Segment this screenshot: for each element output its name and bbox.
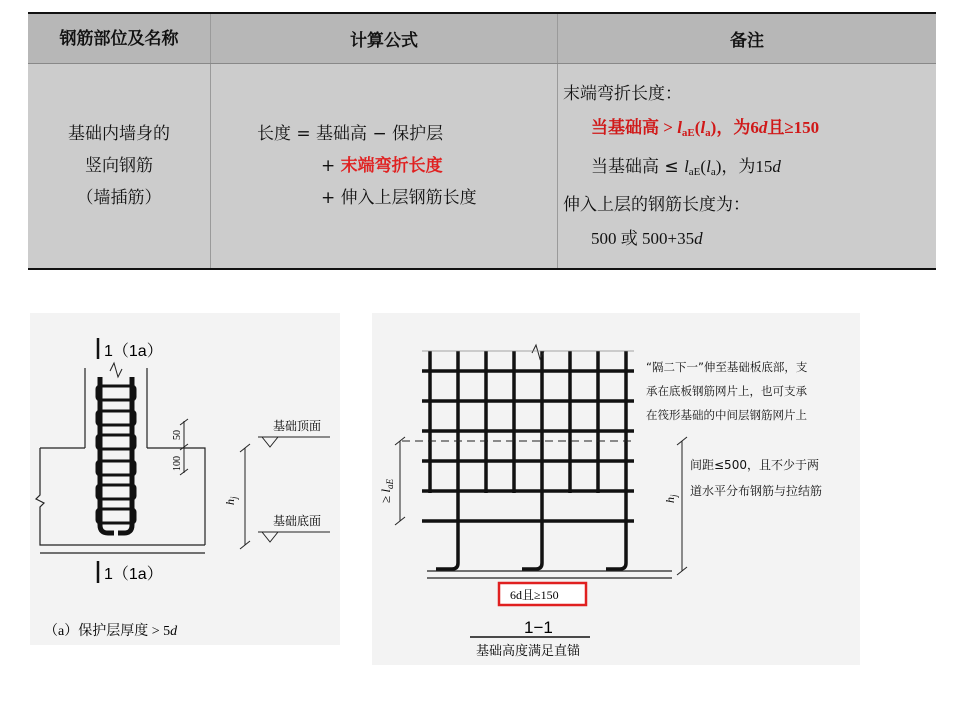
name-line: 基础内墙身的 xyxy=(68,124,170,144)
formula-red-term: 末端弯折长度 xyxy=(340,156,443,176)
left-section-drawing xyxy=(30,313,340,645)
label-foundation-bottom: 基础底面 xyxy=(273,514,322,528)
note-line5: 500 或 500+35d xyxy=(591,228,703,248)
formula-plus: + xyxy=(321,156,341,176)
cell-note xyxy=(558,64,937,270)
note-red-line: 当基础高 > $l_{aE}(l_a)$，为6d且≥150 xyxy=(591,117,820,139)
dim-lae: ≥ $l_{aE}$ xyxy=(378,479,395,503)
cell-name xyxy=(28,64,211,270)
highlight-label: 6d且≥150 xyxy=(510,588,559,602)
name-line: 竖向钢筋 xyxy=(85,156,153,176)
header-formula: 计算公式 xyxy=(211,13,558,64)
formula-line2 xyxy=(257,150,557,182)
label-foundation-top: 基础顶面 xyxy=(273,419,322,433)
formula-line3: + 伸入上层钢筋长度 xyxy=(321,188,477,208)
name-line: （墙插筋） xyxy=(76,188,162,208)
svg-text:间距≤500，且不少于两: 间距≤500，且不少于两 xyxy=(690,458,819,472)
svg-text:承在底板钢筋网片上，也可支承: 承在底板钢筋网片上，也可支承 xyxy=(646,384,807,398)
right-caption: 基础高度满足直锚 xyxy=(476,644,581,659)
svg-text:道水平分布钢筋与拉结筋: 道水平分布钢筋与拉结筋 xyxy=(690,484,823,498)
note-block-1 xyxy=(646,360,808,422)
right-section-drawing xyxy=(372,313,860,665)
section-mark-bottom: 1（1a） xyxy=(104,566,163,583)
left-caption: （a）保护层厚度 > 5d xyxy=(44,624,178,639)
section-label: 1−1 xyxy=(524,618,553,637)
note-line1: 末端弯折长度： xyxy=(563,83,682,104)
section-mark-top: 1（1a） xyxy=(104,343,163,360)
dim-hj: $h_j$ xyxy=(223,496,239,505)
header-position: 钢筋部位及名称 xyxy=(28,13,211,64)
svg-text:“隔二下一”伸至基础板底部，支: “隔二下一”伸至基础板底部，支 xyxy=(646,360,808,374)
header-note: 备注 xyxy=(558,13,937,64)
dim-hj-right: $h_j$ xyxy=(663,494,679,503)
note-line4: 伸入上层的钢筋长度为： xyxy=(563,194,750,215)
formula-line1: 长度 = 基础高 − 保护层 xyxy=(257,124,444,144)
note-line3: 当基础高 ≤ $l_{aE}(l_a)$，为15d xyxy=(591,156,781,178)
dim-100: 100 xyxy=(172,456,183,471)
dim-50: 50 xyxy=(172,430,183,440)
cell-formula xyxy=(211,64,558,270)
svg-text:在筏形基础的中间层钢筋网片上: 在筏形基础的中间层钢筋网片上 xyxy=(646,408,807,422)
rebar-table xyxy=(28,12,936,270)
